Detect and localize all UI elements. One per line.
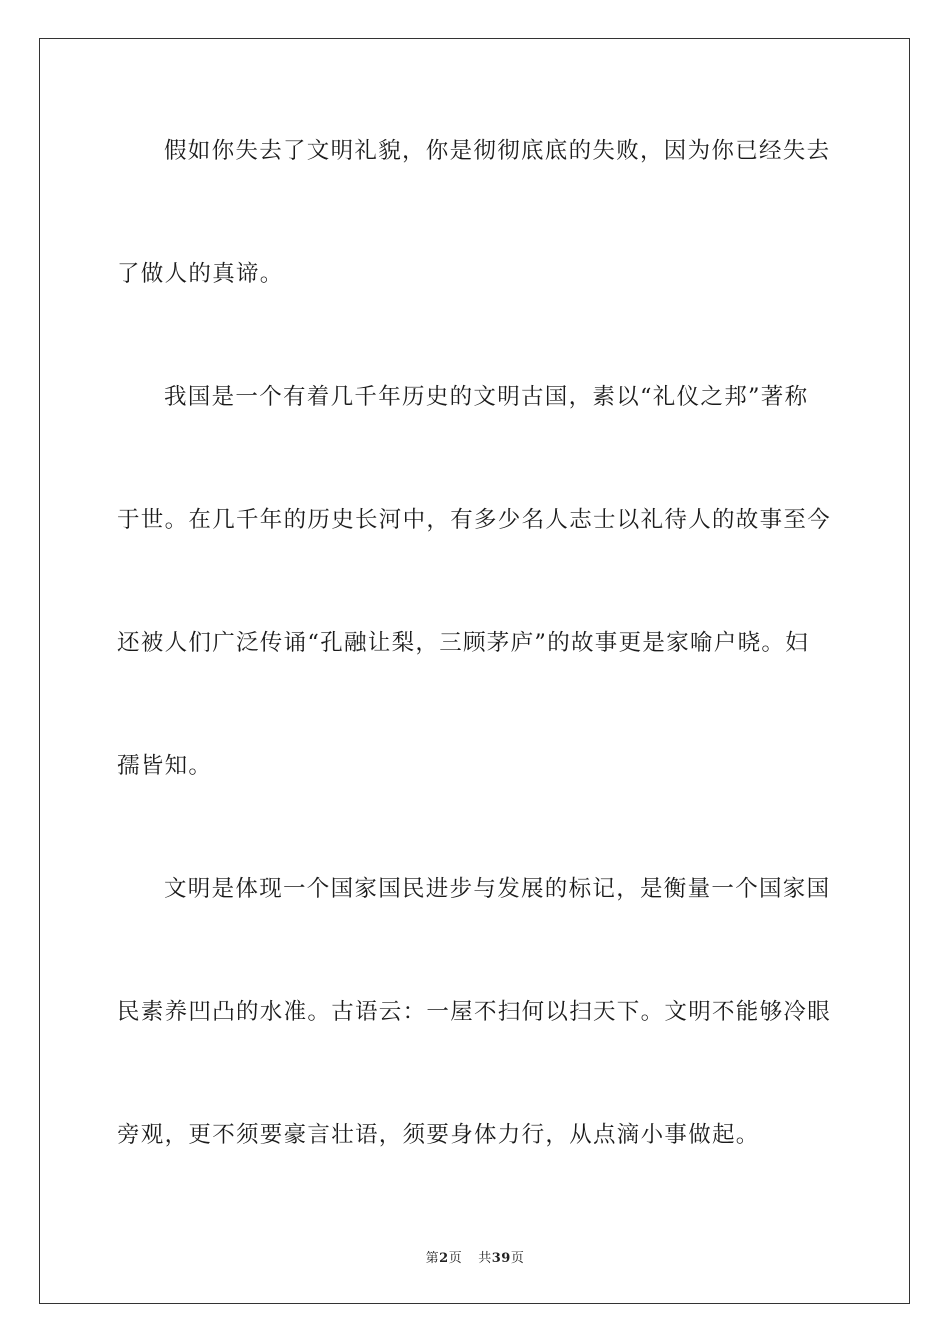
total-prefix: 共	[478, 1251, 492, 1266]
total-suffix: 页	[510, 1251, 525, 1266]
page-footer	[0, 1247, 950, 1266]
text-line-1: 假如你失去了文明礼貌，你是彻彻底底的失败，因为你已经失去	[164, 138, 831, 164]
text-line-7: 文明是体现一个国家国民进步与发展的标记，是衡量一个国家国	[164, 876, 831, 902]
text-line-9: 旁观，更不须要豪言壮语，须要身体力行，从点滴小事做起。	[117, 1122, 760, 1148]
text-line-4: 于世。在几千年的历史长河中，有多少名人志士以礼待人的故事至今	[117, 507, 832, 533]
document-body	[117, 118, 833, 1225]
text-line-6: 孺皆知。	[117, 753, 213, 779]
text-line-5: 还被人们广泛传诵“孔融让梨，三顾茅庐”的故事更是家喻户晓。妇	[117, 630, 810, 656]
current-page-number: 2	[439, 1251, 449, 1266]
page-prefix: 第	[425, 1251, 440, 1266]
text-line-2: 了做人的真谛。	[117, 261, 284, 287]
text-line-8: 民素养凹凸的水准。古语云：一屋不扫何以扫天下。文明不能够冷眼	[117, 999, 832, 1025]
text-line-3: 我国是一个有着几千年历史的文明古国，素以“礼仪之邦”著称	[164, 384, 809, 410]
total-pages-number: 39	[491, 1251, 511, 1266]
page-suffix: 页	[448, 1251, 463, 1266]
